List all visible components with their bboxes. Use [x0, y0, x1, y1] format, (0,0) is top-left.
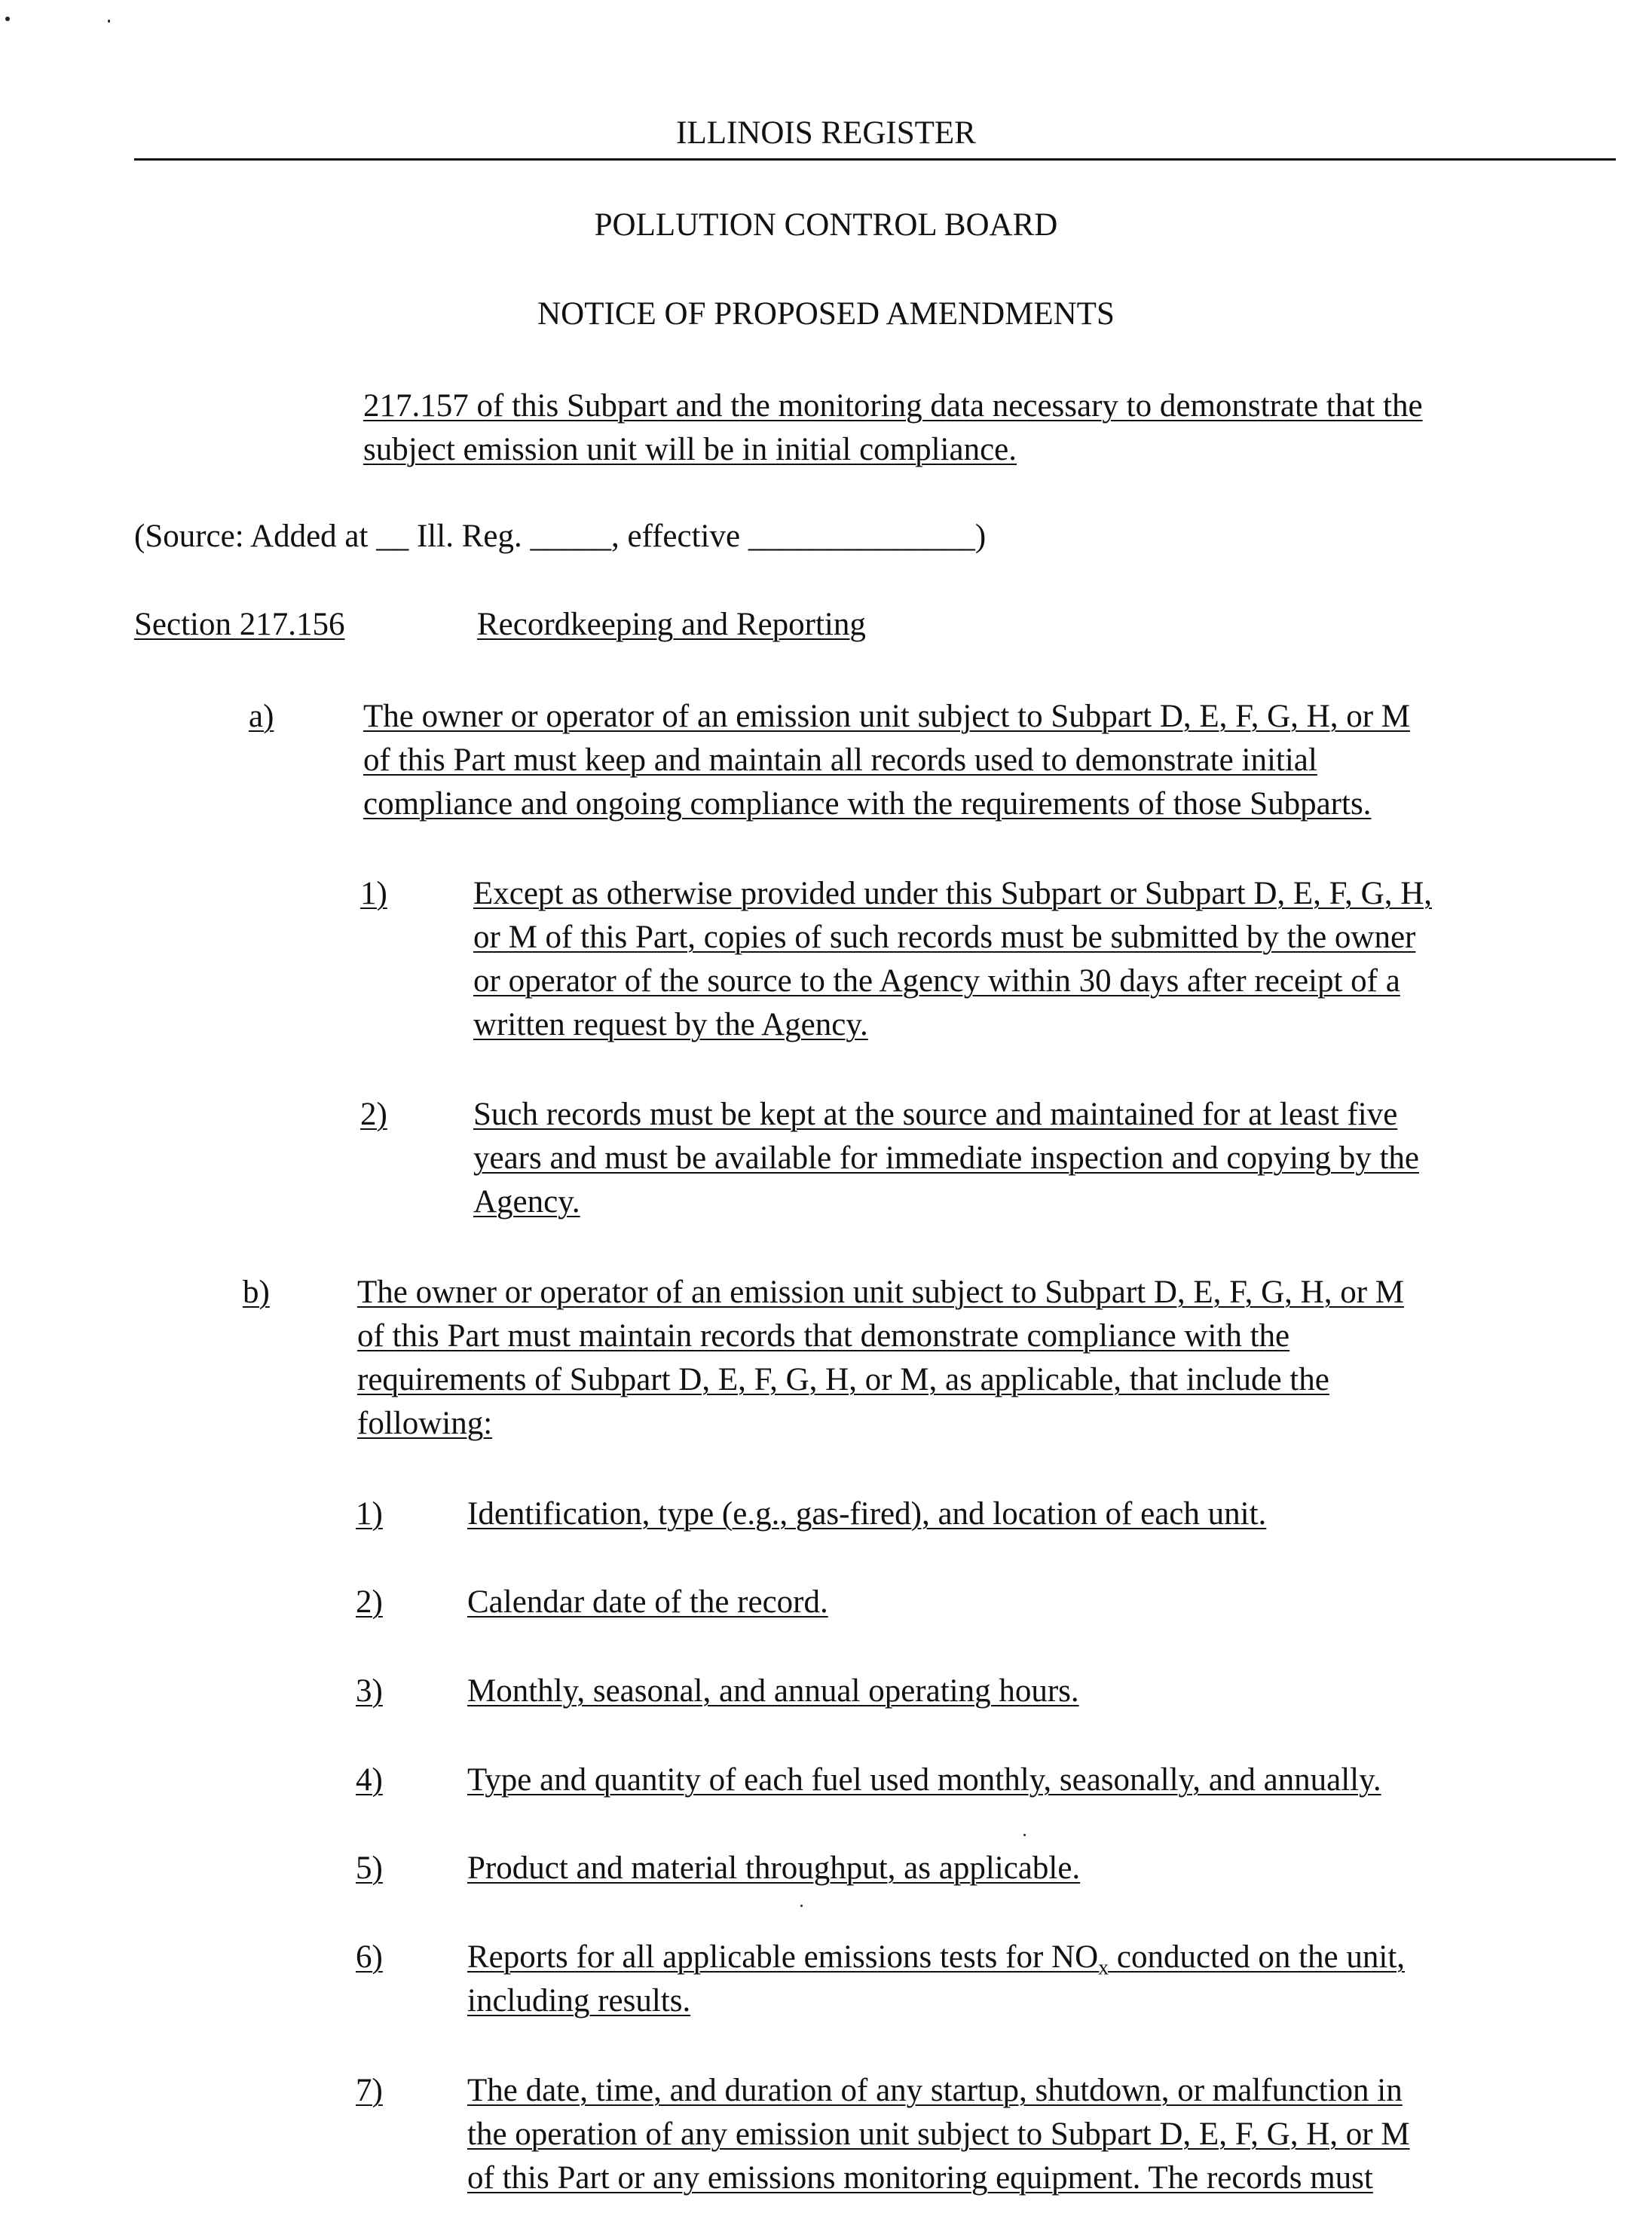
subsection-b-line: requirements of Subpart D, E, F, G, H, or M, as applicable, that include the	[357, 1362, 1329, 1397]
item-b5-line: Product and material throughput, as applicable.	[467, 1850, 1081, 1886]
item-b7-line: The date, time, and duration of any startup, shutdown, or malfunction in	[467, 2073, 1403, 2108]
source-reg: Reg.	[461, 519, 522, 554]
subsection-b-label: b)	[243, 1275, 270, 1310]
source-prefix: (Source: Added at	[134, 519, 369, 554]
item-b3-label: 3)	[356, 1673, 383, 1709]
subsection-b-line: following:	[357, 1406, 493, 1441]
item-a2-line: Such records must be kept at the source and maintained for at least five	[473, 1097, 1398, 1132]
header-rule	[134, 158, 1616, 161]
subsection-a-line: The owner or operator of an emission unit subject to Subpart D, E, F, G, H, or M	[363, 699, 1411, 734]
continuation-line-2: subject emission unit will be in initial compliance.	[363, 432, 1017, 467]
section-title: Recordkeeping and Reporting	[477, 607, 866, 642]
item-a1-line: or M of this Part, copies of such records must be submitted by the owner	[473, 920, 1416, 955]
item-b5-label: 5)	[356, 1850, 383, 1886]
register-title: ILLINOIS REGISTER	[676, 115, 976, 151]
item-b6-line-1	[467, 1936, 1405, 1979]
item-a2-line: Agency.	[473, 1184, 580, 1220]
item-b6-text-before: Reports for all applicable emissions tests for NO	[467, 1939, 1099, 1975]
item-b1-label: 1)	[356, 1496, 383, 1532]
item-b7-line: the operation of any emission unit subject to Subpart D, E, F, G, H, or M	[467, 2116, 1410, 2152]
source-effective: , effective	[610, 519, 741, 554]
scan-speck	[5, 17, 10, 21]
item-a1-line: Except as otherwise provided under this Subpart or Subpart D, E, F, G, H,	[473, 876, 1433, 911]
item-b2-label: 2)	[356, 1584, 383, 1620]
subsection-a-label: a)	[249, 699, 274, 734]
subsection-b-line: of this Part must maintain records that demonstrate compliance with the	[357, 1318, 1290, 1354]
scan-speck	[1023, 1834, 1026, 1836]
item-a2-line: years and must be available for immediate inspection and copying by the	[473, 1140, 1419, 1176]
source-blank-3: ______________	[748, 519, 975, 554]
source-blank-2: _____	[530, 519, 611, 554]
item-a1-line: or operator of the source to the Agency within 30 days after receipt of a	[473, 963, 1400, 999]
item-b6-subscript: x	[1098, 1956, 1109, 1980]
item-b6-label: 6)	[356, 1939, 383, 1975]
item-b6-line-2: including results.	[467, 1983, 691, 2019]
item-b1-line: Identification, type (e.g., gas-fired), and location of each unit.	[467, 1496, 1267, 1532]
item-b7-label: 7)	[356, 2073, 383, 2108]
subsection-b-line: The owner or operator of an emission unit subject to Subpart D, E, F, G, H, or M	[357, 1275, 1405, 1310]
item-b2-line: Calendar date of the record.	[467, 1584, 828, 1620]
item-b4-line: Type and quantity of each fuel used monthly, seasonally, and annually.	[467, 1762, 1381, 1798]
board-title: POLLUTION CONTROL BOARD	[594, 207, 1058, 243]
item-b3-line: Monthly, seasonal, and annual operating hours.	[467, 1673, 1079, 1709]
item-a1-line: written request by the Agency.	[473, 1007, 868, 1042]
scan-speck	[108, 20, 110, 23]
source-note	[134, 515, 986, 559]
source-blank-1: __	[376, 519, 409, 554]
subsection-a-line: compliance and ongoing compliance with the requirements of those Subparts.	[363, 786, 1372, 822]
item-b6-text-after: conducted on the unit,	[1109, 1939, 1406, 1975]
continuation-line-1: 217.157 of this Subpart and the monitoring data necessary to demonstrate that the	[363, 388, 1423, 424]
scan-speck	[800, 1905, 803, 1907]
item-b4-label: 4)	[356, 1762, 383, 1798]
subsection-a-line: of this Part must keep and maintain all records used to demonstrate initial	[363, 742, 1317, 778]
item-a2-label: 2)	[360, 1097, 387, 1132]
source-ill: Ill.	[416, 519, 454, 554]
notice-title: NOTICE OF PROPOSED AMENDMENTS	[537, 296, 1115, 332]
section-number: Section 217.156	[134, 607, 345, 642]
item-b7-line: of this Part or any emissions monitoring equipment. The records must	[467, 2160, 1373, 2196]
item-a1-label: 1)	[360, 876, 387, 911]
source-suffix: )	[974, 519, 987, 554]
